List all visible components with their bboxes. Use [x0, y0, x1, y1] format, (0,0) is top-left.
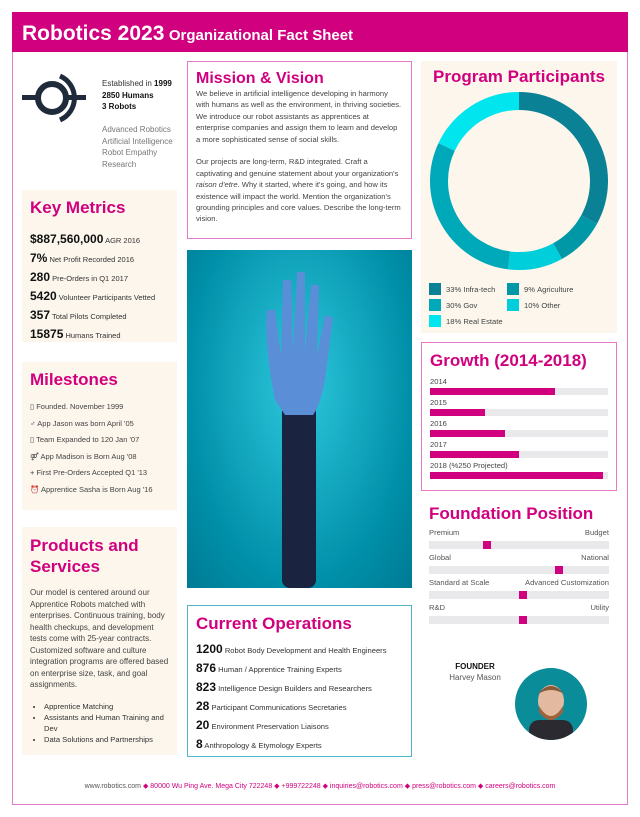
- metric-label: Net Profit Recorded 2016: [49, 255, 135, 264]
- metric-label: AGR 2016: [105, 236, 141, 245]
- scale-labels: [429, 578, 609, 587]
- products-title: Products and Services: [30, 536, 139, 576]
- scale-right: Utility: [590, 603, 609, 612]
- donut-slice-real-estate: [447, 101, 519, 147]
- operation-label: Robot Body Development and Health Engineers: [224, 646, 387, 655]
- operation-value: 8: [196, 737, 203, 751]
- foundation-panel: [421, 504, 617, 614]
- product-item: • Apprentice Matching: [44, 701, 169, 712]
- operation-label: Environment Preservation Liaisons: [211, 722, 329, 731]
- operations-title: Current Operations: [196, 614, 352, 633]
- metric-label: Humans Trained: [65, 331, 121, 340]
- metric-value: 357: [30, 308, 51, 322]
- participants-donut-chart: [429, 91, 609, 271]
- bar-label: 2014: [430, 377, 447, 386]
- growth-panel: [421, 342, 617, 491]
- robots-count: 3 Robots: [102, 102, 137, 111]
- metric-value: 15875: [30, 327, 64, 341]
- bar-track: [430, 409, 608, 416]
- operation-value: 823: [196, 680, 217, 694]
- operation-row: [196, 737, 403, 751]
- legend-item: [429, 283, 507, 295]
- tag: Advanced Robotics: [102, 125, 171, 134]
- bar-fill: [430, 388, 555, 395]
- diamond-icon: ◆: [320, 783, 330, 790]
- operation-label: Participant Communications Secretaries: [211, 703, 347, 712]
- metric-label: Pre-Orders in Q1 2017: [52, 274, 128, 283]
- footer-contact[interactable]: 80000 Wu Ping Ave. Mega City 722248: [150, 783, 273, 790]
- tag: Artificial Intelligence: [102, 136, 173, 146]
- legend-label: Agriculture: [537, 284, 574, 294]
- bar-label: 2016: [430, 419, 447, 428]
- metric-row: [30, 289, 169, 303]
- scale-left: Premium: [429, 528, 460, 537]
- legend-percent: 9%: [524, 284, 535, 294]
- mission-text: Our projects are long-term, R&D integrated. Craft a captivating and genuine statement about your organization's: [196, 157, 399, 178]
- scale-left: R&D: [429, 603, 446, 612]
- focus-tags: [102, 124, 173, 170]
- scale-labels: [429, 528, 609, 537]
- bar-label: 2018 (%250 Projected): [430, 461, 508, 470]
- operation-label: Anthropology & Etymology Experts: [204, 741, 322, 750]
- diamond-icon: ◆: [475, 783, 486, 790]
- scale-marker: [483, 541, 491, 549]
- scale-marker: [519, 616, 527, 624]
- header: [12, 12, 628, 52]
- robot-hand-photo: [187, 250, 412, 588]
- scale-marker: [519, 591, 527, 599]
- scale-right: National: [581, 553, 609, 562]
- donut-slice-gov: [439, 147, 509, 260]
- products-panel: [22, 527, 177, 755]
- title: Robotics 2023: [22, 22, 165, 45]
- bar-fill: [430, 409, 485, 416]
- bar-track: [430, 472, 608, 479]
- footer-contact[interactable]: press@robotics.com: [412, 783, 476, 790]
- humans-count: 2850 Humans: [102, 90, 154, 100]
- milestones-title: Milestones: [30, 370, 118, 389]
- operations-panel: [187, 605, 412, 757]
- metric-row: [30, 308, 169, 322]
- key-metrics-title: Key Metrics: [30, 198, 126, 217]
- metric-value: 280: [30, 270, 51, 284]
- tag: Robot Empathy: [102, 148, 158, 157]
- key-metrics-panel: [22, 190, 177, 342]
- scale-track: [429, 616, 609, 624]
- operation-row: [196, 642, 403, 656]
- legend-label: Infra-tech: [463, 284, 496, 294]
- scale-left: Standard at Scale: [429, 578, 490, 587]
- legend-swatch: [507, 283, 519, 295]
- operation-row: [196, 718, 403, 732]
- metric-row: [30, 270, 169, 284]
- bar-label: 2017: [430, 440, 447, 449]
- founder-label: FOUNDER: [455, 662, 495, 671]
- legend-swatch: [507, 299, 519, 311]
- milestone-item: ▯ Founded. November 1999: [30, 402, 124, 411]
- subtitle: Organizational Fact Sheet: [168, 27, 354, 44]
- legend-percent: 33%: [446, 284, 462, 294]
- scale-track: [429, 591, 609, 599]
- scale-labels: [429, 603, 609, 612]
- products-list: [44, 701, 169, 745]
- scale-left: Global: [429, 553, 451, 562]
- bar-fill: [430, 430, 505, 437]
- operation-value: 28: [196, 699, 210, 713]
- milestone-item: ⚤ App Madison is Born Aug '08: [30, 451, 137, 461]
- milestone-item: ⏰ Apprentice Sasha is Born Aug '16: [30, 484, 153, 494]
- established-label: Established in: [102, 79, 152, 88]
- donut-slice-infra-tech: [519, 101, 599, 220]
- metric-value: 7%: [30, 251, 48, 265]
- bar-fill: [430, 472, 603, 479]
- diamond-icon: ◆: [402, 783, 413, 790]
- legend-swatch: [429, 299, 441, 311]
- legend-percent: 30%: [446, 300, 462, 310]
- bar-track: [430, 388, 608, 395]
- legend-item: [429, 315, 519, 327]
- growth-title: Growth (2014-2018): [430, 351, 587, 370]
- milestone-item: + First Pre-Orders Accepted Q1 '13: [30, 468, 148, 477]
- scale-right: Advanced Customization: [525, 578, 609, 587]
- products-body: Our model is centered around our Apprentice Robots matched with enterprises. Continuous training, body health checkups, and development tests come with 25-year contracts. Customized software and culture integration programs are offered based on enterprise size, task, and goal assignments.: [30, 588, 169, 689]
- legend-label: Gov: [463, 300, 478, 310]
- metric-row: [30, 327, 169, 341]
- footer-contact[interactable]: +999722248: [281, 783, 321, 790]
- operation-row: [196, 680, 403, 694]
- product-item: • Assistants and Human Training and Dev: [44, 712, 169, 734]
- operation-value: 20: [196, 718, 210, 732]
- participants-panel: [421, 61, 617, 333]
- legend-percent: 18%: [446, 316, 462, 326]
- mission-p1: We believe in artificial intelligence developing in harmony with humans as well as the environment, in thriving societies. We introduce our robot assistants as apprentices at enterprise companies and assign them to learn and develop a more sophisticated sense of social skills.: [196, 89, 402, 144]
- operation-value: 1200: [196, 642, 223, 656]
- operation-label: Intelligence Design Builders and Researchers: [218, 684, 372, 693]
- donut-slice-other: [509, 251, 558, 261]
- footer-website[interactable]: www.robotics.com: [84, 783, 141, 790]
- intro-facts: [102, 78, 172, 113]
- mission-title: Mission & Vision: [196, 70, 324, 87]
- operation-label: Human / Apprentice Training Experts: [218, 665, 342, 674]
- legend-item: [429, 299, 507, 311]
- scale-right: Budget: [584, 528, 609, 537]
- milestone-item: ♂ App Jason was born April '05: [30, 418, 134, 428]
- metric-label: Volunteer Participants Vetted: [58, 293, 156, 302]
- milestones-panel: [22, 362, 177, 510]
- footer: [0, 782, 640, 790]
- mission-p2: [196, 156, 403, 224]
- founder-name: Harvey Mason: [449, 673, 501, 682]
- legend-item: [507, 283, 597, 295]
- bar-track: [430, 451, 608, 458]
- logo-icon: [22, 72, 86, 124]
- scale-track: [429, 566, 609, 574]
- donut-slice-agriculture: [558, 220, 590, 252]
- founder-avatar: [515, 660, 587, 748]
- bar-label: 2015: [430, 398, 447, 407]
- legend-percent: 10%: [524, 300, 540, 310]
- bar-track: [430, 430, 608, 437]
- metric-row: [30, 251, 169, 265]
- mission-panel: [187, 61, 412, 239]
- legend-swatch: [429, 315, 441, 327]
- established-year: 1999: [154, 79, 172, 88]
- legend-swatch: [429, 283, 441, 295]
- metric-value: 5420: [30, 289, 57, 303]
- legend-item: [507, 299, 597, 311]
- metric-row: [30, 232, 169, 246]
- legend-label: Real Estate: [463, 316, 503, 326]
- operation-row: [196, 661, 403, 675]
- scale-marker: [555, 566, 563, 574]
- footer-contact[interactable]: careers@robotics.com: [485, 783, 556, 790]
- product-item: • Data Solutions and Partnerships: [44, 734, 169, 745]
- metric-label: Total Pilots Completed: [51, 312, 127, 321]
- scale-labels: [429, 553, 609, 562]
- footer-contact[interactable]: inquiries@robotics.com: [329, 783, 403, 790]
- scale-track: [429, 541, 609, 549]
- operation-value: 876: [196, 661, 217, 675]
- metric-value: $887,560,000: [30, 232, 104, 246]
- diamond-icon: ◆: [141, 783, 151, 790]
- milestone-item: ▯ Team Expanded to 120 Jan '07: [30, 435, 140, 444]
- founder-info: [430, 662, 520, 682]
- operation-row: [196, 699, 403, 713]
- mission-italic: raison d'etre: [196, 180, 238, 190]
- mission-text: . Why it started, where it's going, and how its existence will impact the world. Mention the organization's grounding principles and core values. Describe the long-term vision.: [196, 180, 401, 224]
- legend-label: Other: [541, 300, 561, 310]
- diamond-icon: ◆: [272, 783, 282, 790]
- foundation-title: Foundation Position: [429, 504, 594, 523]
- tag: Research: [102, 159, 137, 169]
- bar-fill: [430, 451, 519, 458]
- participants-title: Program Participants: [433, 67, 605, 86]
